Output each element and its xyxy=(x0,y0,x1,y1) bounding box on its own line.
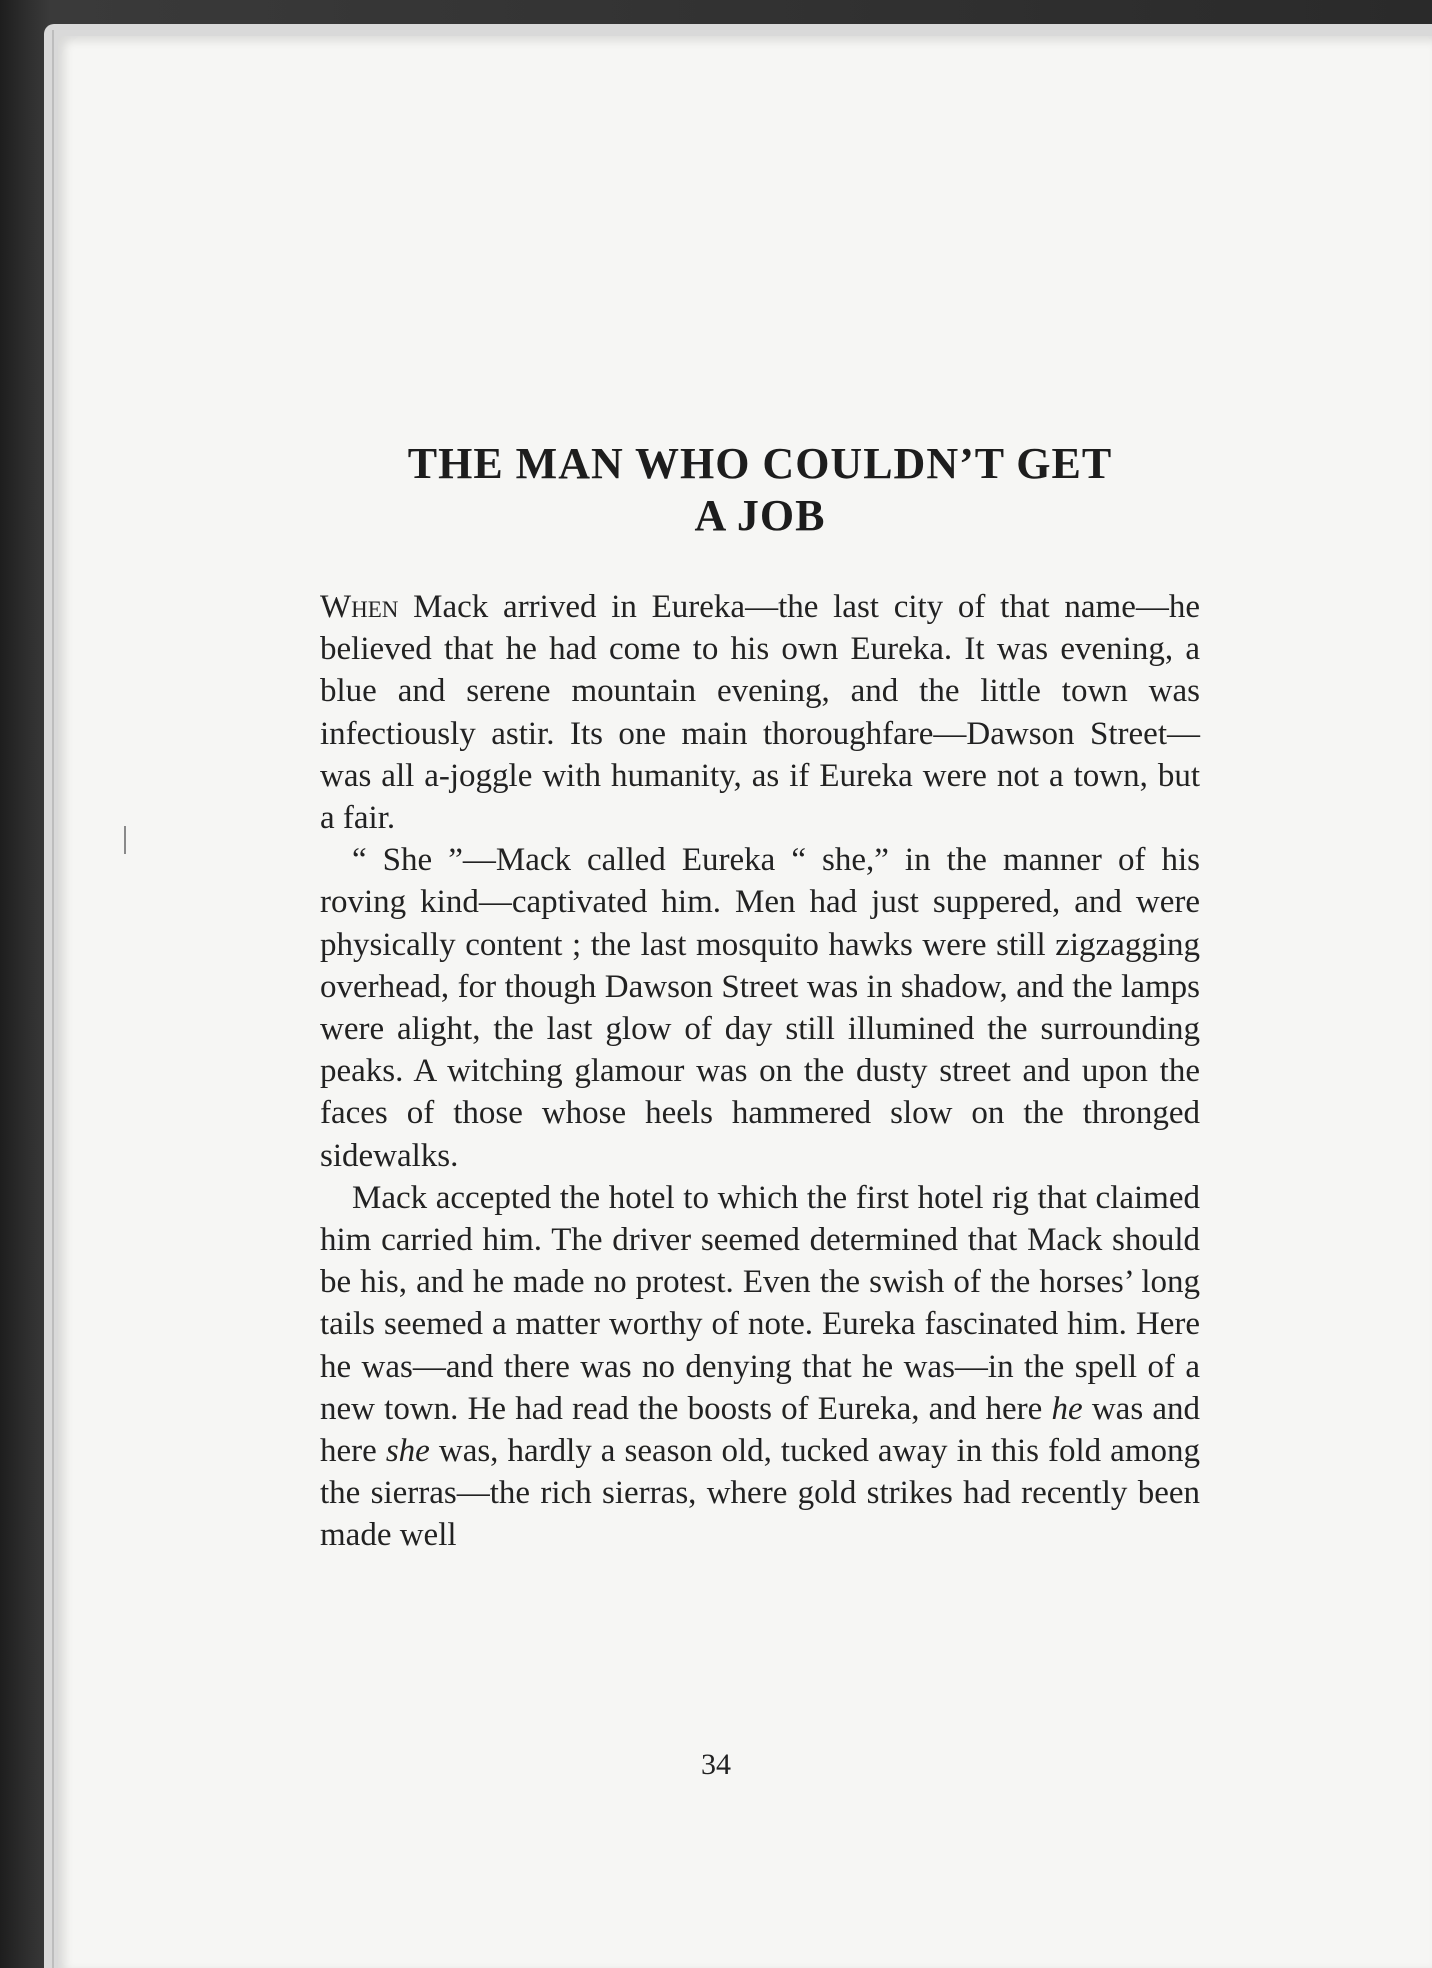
body-text xyxy=(320,586,1200,1557)
paragraph-1-text: Mack arrived in Eureka—the last city of that name—he believed that he had come to his own Eureka. It was evening, a blue and serene mountain evening, and the little town was infectiously astir. Its one main thoroughfare—Dawson Street—was all a-joggle with humanity, as if Eureka were not a town, but a fair. xyxy=(320,589,1200,837)
chapter-title-line-1: THE MAN WHO COULDN’T GET xyxy=(407,439,1113,488)
paragraph-3-text-after: was, hardly a season old, tucked away in this fold among the sierras—the rich sierras, where gold strikes had recently been made well xyxy=(320,1433,1200,1554)
paragraph-3 xyxy=(320,1177,1200,1557)
chapter-title xyxy=(320,438,1200,542)
chapter-title-line-2: A JOB xyxy=(694,491,826,540)
page-edge-line xyxy=(52,30,54,1968)
paragraph-3-text-before: Mack accepted the hotel to which the first hotel rig that claimed him carried him. The driver seemed determined that Mack should be his, and he made no protest. Even the swish of the horses’ long tails seemed a matter worthy of note. Eureka fascinated him. Here he was—and there was no denying that he was—in the spell of a new town. He had read the boosts of Eureka, and here xyxy=(320,1179,1200,1427)
paragraph-3-italic-she: she xyxy=(385,1433,430,1470)
paragraph-1 xyxy=(320,586,1200,839)
page-number: 34 xyxy=(701,1748,731,1781)
margin-mark xyxy=(124,826,126,854)
paragraph-leadin: When xyxy=(320,589,399,625)
text-block xyxy=(320,438,1200,1557)
paragraph-3-text-middle: was and here xyxy=(320,1390,1201,1470)
paragraph-2: “ She ”—Mack called Eureka “ she,” in the manner of his roving kind—captivated him. Men had just suppered, and were physically content ; the last mosquito hawks were still zigzagging overhead, for though Dawson Street was in shadow, and the lamps were alight, the last glow of day still illumined the surrounding peaks. A witching glamour was on the dusty street and upon the faces of those whose heels hammered slow on the thronged sidewalks. xyxy=(320,842,1200,1174)
paragraph-3-italic-he: he xyxy=(1051,1390,1083,1427)
